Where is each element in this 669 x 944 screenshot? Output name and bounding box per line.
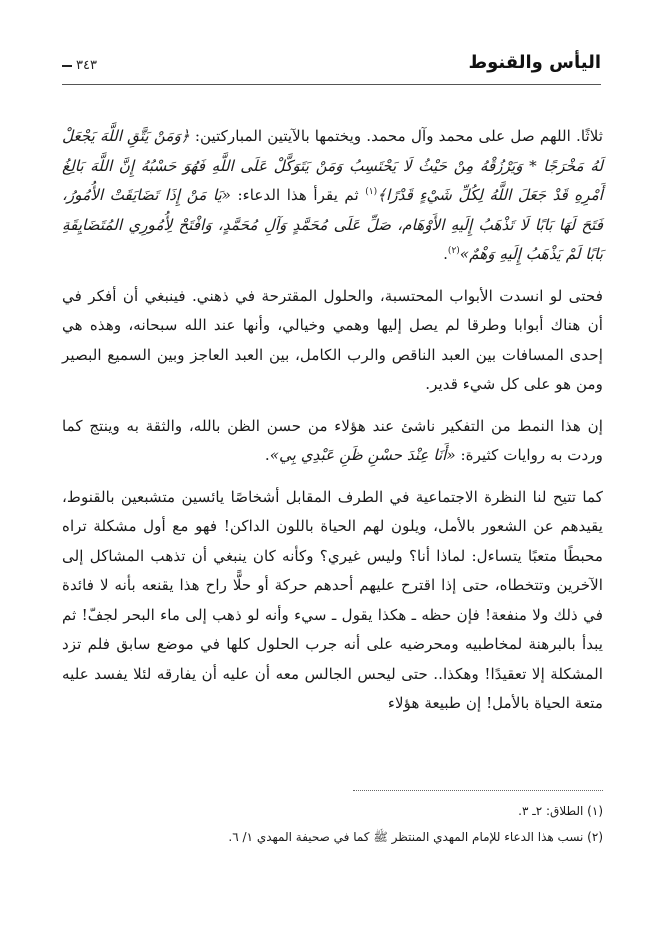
footnotes [62,790,603,851]
paragraph-1-tail: . [443,245,448,263]
main-text [62,122,603,731]
hadith-quote: «أَنَا عِنْدَ حسْنِ ظَنِ عَبْدِي بِي» [269,446,456,464]
chapter-title: اليأس والقنوط [468,52,601,73]
paragraph-4: كما تتيح لنا النظرة الاجتماعية في الطرف المقابل أشخاصًا يائسين متشبعين بالقنوط، يقيدهم عن الشعور بالأمل، ويلون لهم الحياة باللون الداكن! فهو مع أول مشكلة تراه محبطًا متعبًا يتساءل: لماذا أنا؟ وليس غيري؟ وكأنه كان ينبغي أن تذهب المشاكل إلى الآخرين وتتخطاه، حتى إذا اقترح عليهم أحدهم حركة أو حلًّا راح هذا يقنعه بأنه لا فائدة في ذلك ولا منفعة! فإن حظه ـ هكذا يقول ـ سيء وأنه لو ذهب إلى ماء البحر لجفّ! ثم يبدأ بالبرهنة لمخاطبيه ومحرضيه على أنه جرب الحلول كلها في موضع سابق فلم تزد المشكلة إلا تعقيدًا! وهكذا.. حتى ليحس الجالس معه أن عليه أن يفارقه لئلا يفسد عليه متعة الحياة بالأمل! إن طبيعة هؤلاء [62,487,603,712]
page-number-dash [62,65,72,67]
footnote-divider [353,790,603,791]
paragraph-2: فحتى لو انسدت الأبواب المحتسبة، والحلول المقترحة في ذهني. فينبغي أن أفكر في أن هناك أبوابا وطرقا لم يصل إليها وهمي وخيالي، وأنها عند الله سبحانه، وهذه هي إحدى المسافات بين العبد الناقص والرب الكامل، بين العبد العاجز وبين السميع البصير ومن هو على كل شيء قدير. [62,286,603,393]
running-header [62,50,601,85]
paragraph-3 [62,412,603,471]
quran-verse: ﴿وَمَنْ يَتَّقِ اللَّهَ يَجْعَلْ لَهُ مَخْرَجًا * وَيَرْزُقْهُ مِنْ حَيْثُ لَا يَحْتَسِبُ وَمَنْ يَتَوَكَّلْ عَلَى اللَّهِ فَهُوَ حَسْبُهُ إِنَّ اللَّهَ بَالِغُ أَمْرِهِ قَدْ جَعَلَ اللَّهُ لِكُلِّ شَيْءٍ قَدْرًا﴾ [62,127,603,204]
page-number [62,58,97,73]
footnote-ref-2: (٢) [447,245,460,256]
paragraph-3-tail: . [264,446,270,464]
paragraph-1-lead: ثلاثًا. اللهم صل على محمد وآل محمد. ويختمها بالآيتين المباركتين: [189,127,604,145]
footnote-2: (٢) نسب هذا الدعاء للإمام المهدي المنتظر ﷺ كما في صحيفة المهدي ١/ ٦. [228,830,603,844]
page-number-value: ٣٤٣ [76,58,97,73]
footnote-ref-1: (١) [365,186,378,197]
paragraph-1-middle: ثم يقرأ هذا الدعاء: [230,186,366,204]
footnote-1: (١) الطلاق: ٢ـ ٣. [518,804,603,818]
paragraph-3-lead: إن هذا النمط من التفكير ناشئ عند هؤلاء من حسن الظن بالله، والثقة به وينتج كما وردت به روايات كثيرة: [62,416,603,464]
supplication-quote: «يَا مَنْ إِذَا تَضَايَقَتْ الأُمُورُ، فَتَحَ لَهَا بَابًا لَا تَذْهَبُ إِلَيهِ الأَوْهَام، صَلِّ عَلَى مُحَمَّدٍ وَآلِ مُحَمَّدٍ، وَافْتَحْ لِأُمُورِي المُتَضَايِقَةِ بَابًا لَمْ يَذْهَبُ إِلَيهِ وَهْمٌ» [62,186,603,263]
paragraph-1 [62,122,603,270]
